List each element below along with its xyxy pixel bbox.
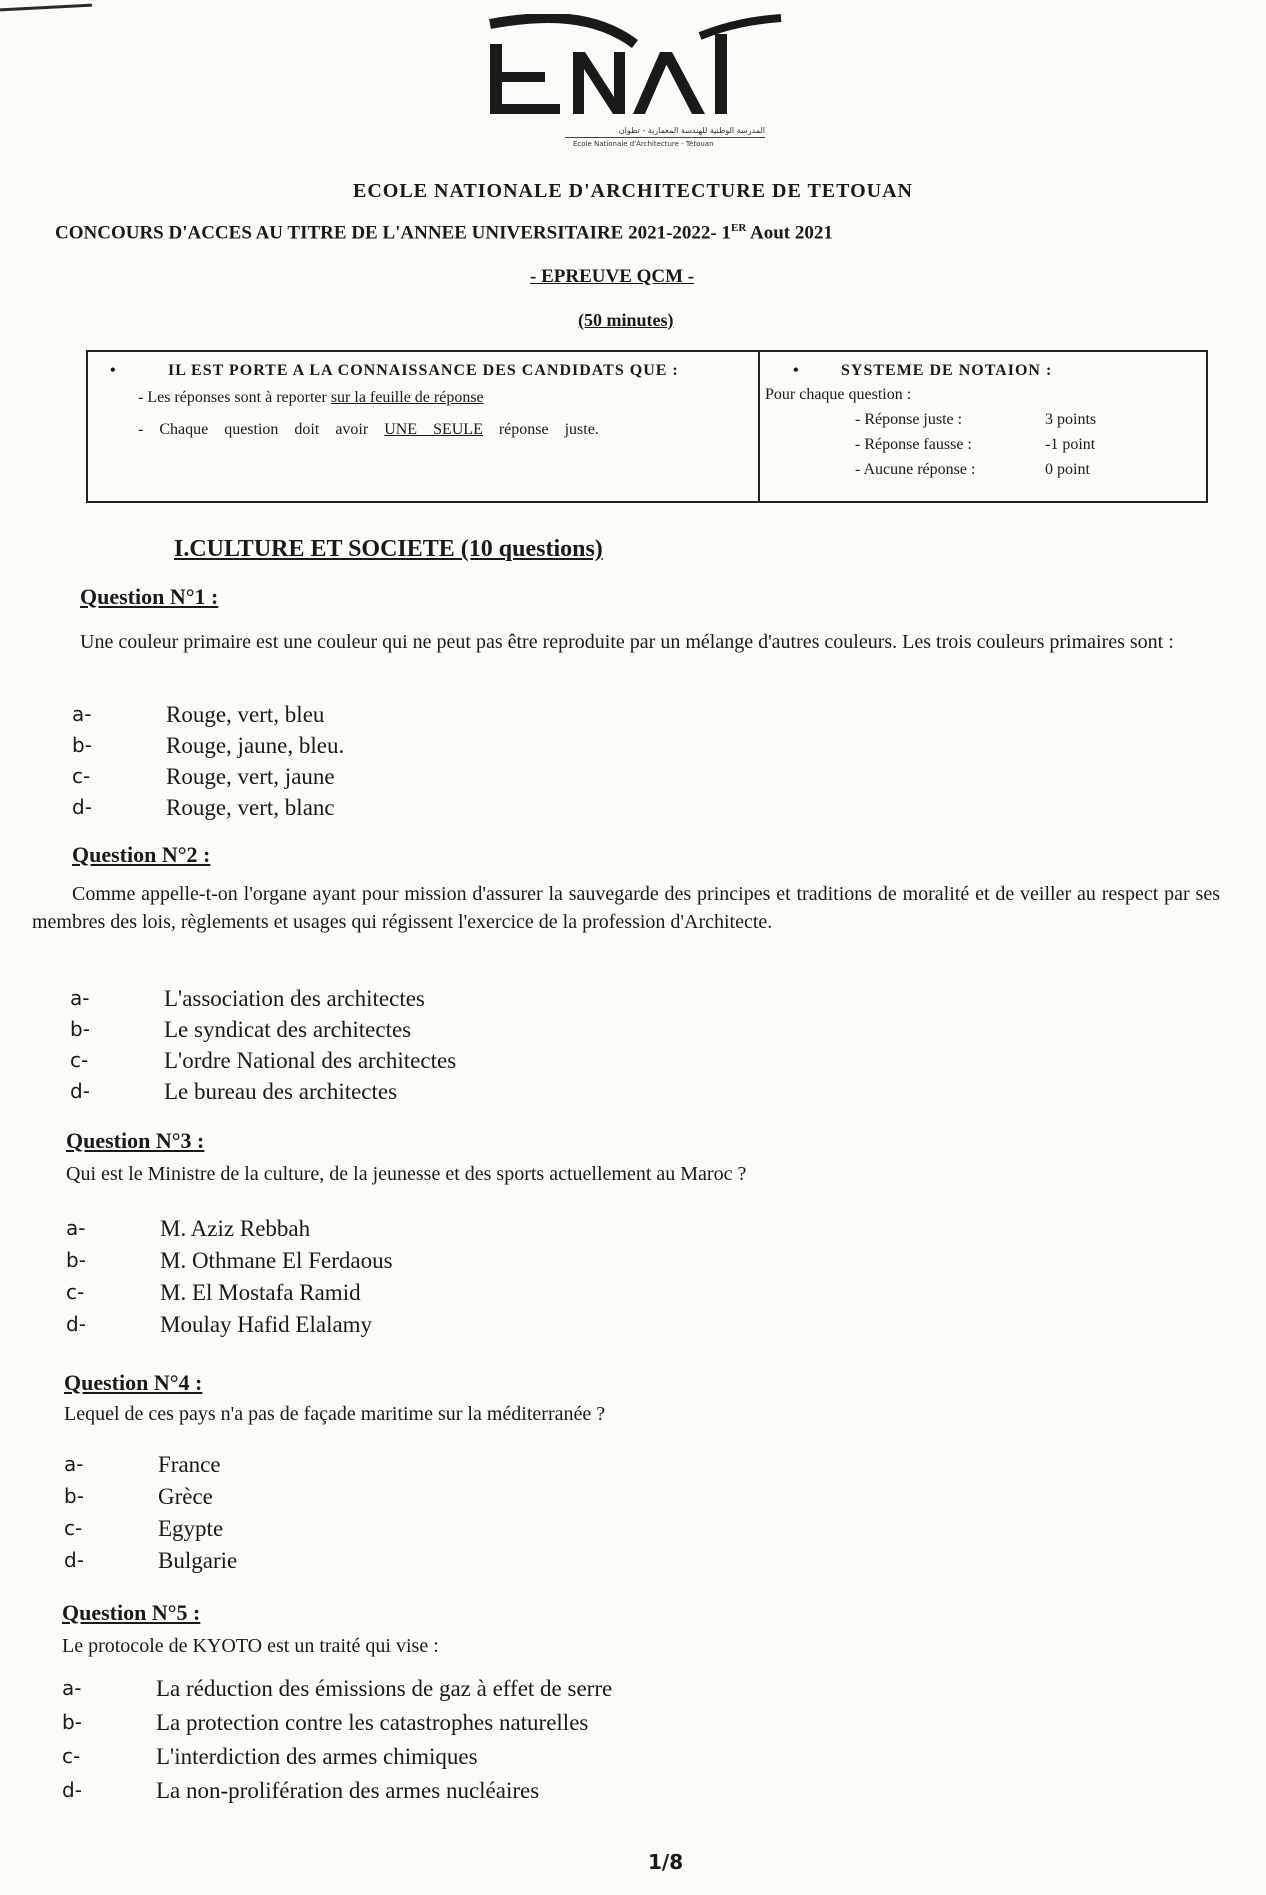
score-row-wrong: - Réponse fausse : -1 point — [855, 436, 1096, 453]
candidate-notice — [108, 358, 748, 441]
scoring-intro: Pour chaque question : — [765, 386, 912, 403]
notice-heading: • IL EST PORTE A LA CONNAISSANCE DES CANDIDATS QUE : — [108, 358, 748, 383]
instructions-box — [86, 350, 1208, 503]
question-4-title: Question N°4 : — [64, 1370, 203, 1395]
logo-subtitle-french: Ecole Nationale d'Architecture - Tétouan — [573, 140, 714, 148]
question-1-title: Question N°1 : — [80, 584, 219, 609]
question-4-text: Lequel de ces pays n'a pas de façade maritime sur la méditerranée ? — [64, 1403, 606, 1425]
score-row-correct: - Réponse juste : 3 points — [855, 411, 1097, 428]
logo-divider — [565, 137, 765, 138]
scoring-system — [765, 358, 1195, 482]
concours-title: CONCOURS D'ACCES AU TITRE DE L'ANNEE UNIVERSITAIRE 2021-2022- 1ER Aout 2021 — [55, 222, 833, 244]
notice-line-2: - Chaque question doit avoir UNE SEULE réponse juste. — [138, 421, 599, 438]
question-3-title: Question N°3 : — [66, 1128, 205, 1153]
logo-subtitle-arabic: المدرسة الوطنية للهندسة المعمارية - تطوان — [618, 126, 765, 135]
score-row-none: - Aucune réponse : 0 point — [855, 461, 1090, 478]
scoring-heading: • SYSTEME DE NOTAION : — [765, 358, 1195, 383]
bullet-icon: • — [110, 362, 117, 379]
box-divider — [758, 352, 760, 501]
question-3-text: Qui est le Ministre de la culture, de la jeunesse et des sports actuellement au Maroc ? — [66, 1163, 747, 1185]
school-name: ECOLE NATIONALE D'ARCHITECTURE DE TETOUAN — [353, 180, 913, 202]
corner-pen-mark — [0, 4, 92, 12]
notice-line-1: - Les réponses sont à reporter sur la feuille de réponse — [138, 389, 484, 406]
question-2-title: Question N°2 : — [72, 842, 211, 867]
bullet-icon: • — [793, 362, 800, 379]
enat-logo-mark — [485, 14, 785, 126]
section-title: I.CULTURE ET SOCIETE (10 questions) — [174, 536, 603, 562]
question-5-text: Le protocole de KYOTO est un traité qui vise : — [62, 1635, 439, 1657]
question-5-title: Question N°5 : — [62, 1600, 201, 1625]
question-2-text: Comme appelle-t-on l'organe ayant pour mission d'assurer la sauvegarde des principes et traditions de moralité et de veiller au respect par ses membres des lois, règlements et usages qui régissent l'exercice de la profession d'Architecte. — [32, 883, 1220, 933]
question-1-text: Une couleur primaire est une couleur qui ne peut pas être reproduite par un mélange d'autres couleurs. Les trois couleurs primaires sont : — [80, 631, 1174, 653]
epreuve-title: - EPREUVE QCM - — [530, 266, 695, 287]
concours-date-superscript: ER — [731, 222, 747, 234]
page-number: 1/8 — [648, 1850, 684, 1874]
enat-logo — [485, 14, 785, 154]
exam-duration: (50 minutes) — [578, 310, 674, 330]
